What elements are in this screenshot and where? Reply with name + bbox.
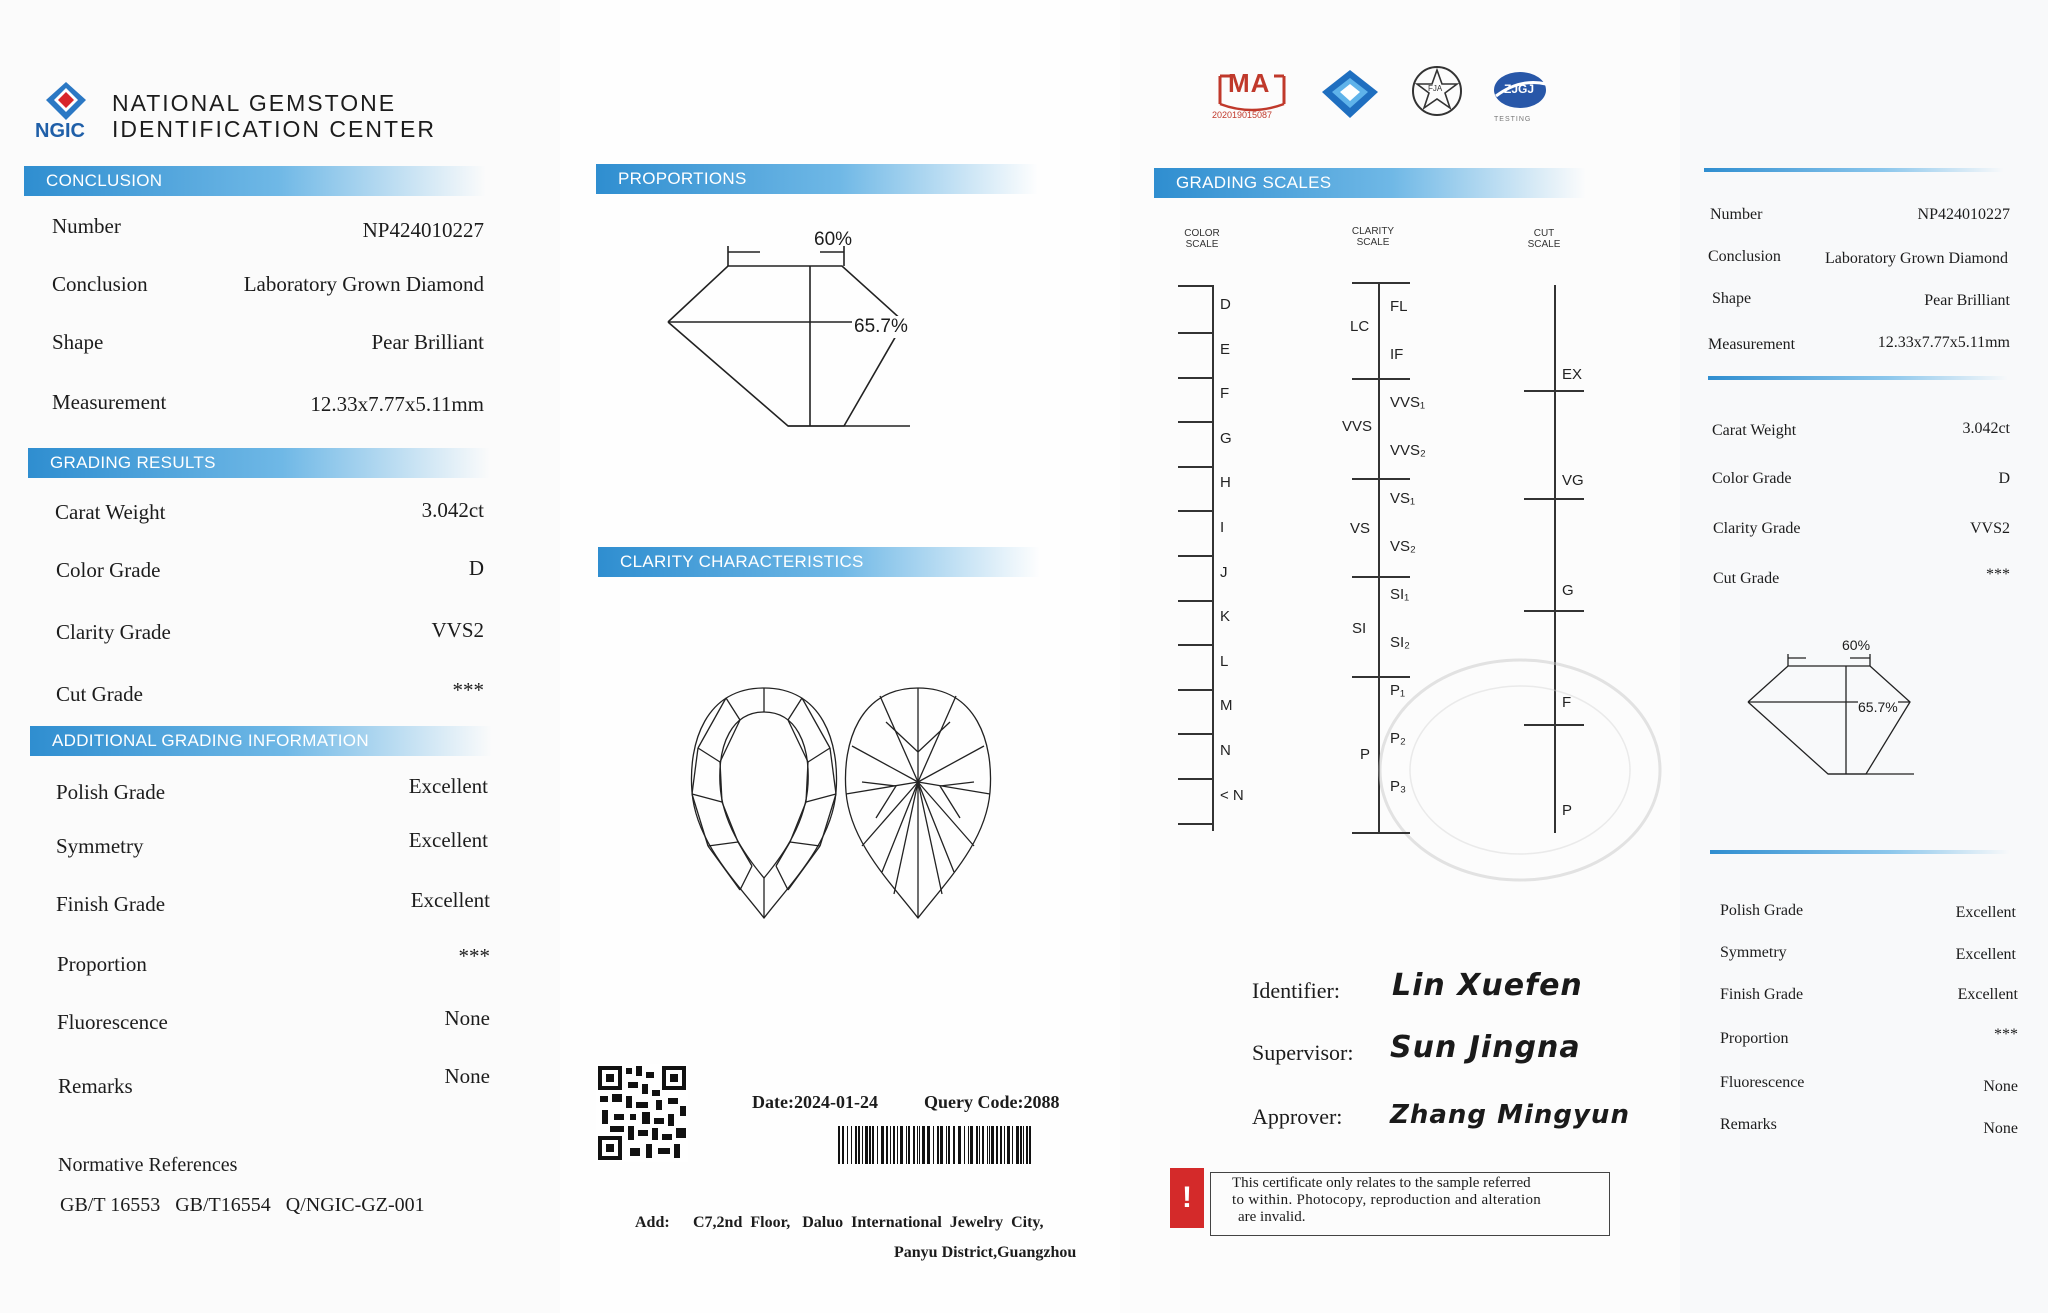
normative-refs: GB/T 16553 GB/T16554 Q/NGIC-GZ-001 (60, 1194, 425, 1216)
color-grade-mark: H (1220, 474, 1231, 492)
barcode-bar (927, 1126, 930, 1164)
barcode-bar (987, 1126, 988, 1164)
barcode-bar (855, 1126, 857, 1164)
summary-remarks-label: Remarks (1720, 1116, 1777, 1133)
barcode-bar (877, 1126, 878, 1164)
scale-tick (1178, 823, 1212, 825)
polish-grade-label: Polish Grade (56, 780, 166, 804)
summary-symmetry-label: Symmetry (1720, 944, 1787, 961)
grading-results-band: GRADING RESULTS (28, 448, 490, 478)
clarity-plot-diagram (686, 682, 996, 922)
barcode-bar (838, 1126, 840, 1164)
cma-text: MA (1228, 68, 1271, 98)
barcode-bar (900, 1126, 903, 1164)
barcode-bar (946, 1126, 947, 1164)
summary-proportions-diagram (1744, 642, 1944, 782)
scale-tick (1524, 498, 1584, 500)
clarity-grade-mark: P₁ (1390, 682, 1406, 699)
summary-color-label: Color Grade (1712, 470, 1792, 487)
barcode-bar (991, 1126, 994, 1164)
cut-grade-mark: P (1562, 802, 1573, 819)
notice-line3: are invalid. (1238, 1209, 1306, 1225)
address-label: Add: (635, 1214, 670, 1231)
barcode-bar (968, 1126, 969, 1164)
barcode-bar (847, 1126, 848, 1164)
number-label: Number (52, 214, 121, 238)
fluorescence-label: Fluorescence (57, 1010, 168, 1034)
symmetry-value: Excellent (408, 828, 488, 852)
scale-tick (1352, 478, 1410, 480)
color-grade-mark: G (1220, 429, 1232, 447)
scale-tick (1178, 377, 1212, 379)
shape-value: Pear Brilliant (371, 330, 484, 354)
barcode-bar (953, 1126, 955, 1164)
logo-text: NGIC (35, 120, 85, 142)
barcode-bar (893, 1126, 895, 1164)
barcode-bar (1020, 1126, 1022, 1164)
summary-carat-value: 3.042ct (1962, 420, 2010, 437)
supervisor-label: Supervisor: (1252, 1040, 1354, 1065)
barcode-bar (886, 1126, 888, 1164)
notice-line2: to within. Photocopy, reproduction and alteration (1232, 1192, 1542, 1208)
barcode-bar (976, 1126, 978, 1164)
color-grade-mark: N (1220, 742, 1231, 759)
color-grade-label: Color Grade (56, 558, 161, 582)
shape-label: Shape (52, 330, 104, 354)
barcode-bar (1023, 1126, 1024, 1164)
color-grade-mark: I (1220, 519, 1225, 536)
depth-percent: 65.7% (854, 316, 908, 337)
barcode-bar (872, 1126, 874, 1164)
number-value: NP424010227 (362, 218, 484, 242)
remarks-label: Remarks (58, 1074, 133, 1098)
proportions-diagram (660, 230, 1020, 440)
summary-polish-value: Excellent (1955, 904, 2016, 921)
clarity-grade-mark: IF (1390, 346, 1404, 363)
proportions-band: PROPORTIONS (596, 164, 1038, 194)
summary-rule-3 (1710, 850, 2010, 854)
fluorescence-value: None (444, 1006, 490, 1030)
barcode-bar (919, 1126, 920, 1164)
zjgj-text: ZJGJ (1504, 82, 1535, 96)
barcode-bar (1004, 1126, 1005, 1164)
summary-number-value: NP424010227 (1917, 206, 2010, 223)
stamp-watermark (1370, 650, 1670, 890)
scale-tick (1178, 733, 1212, 735)
query-code: Query Code:2088 (924, 1092, 1060, 1112)
conclusion-band: CONCLUSION (24, 166, 486, 196)
clarity-band: CLARITY CHARACTERISTICS (598, 547, 1040, 577)
summary-panel (1680, 0, 2048, 1313)
table-percent: 60% (814, 229, 853, 250)
barcode-icon (836, 1126, 1036, 1164)
barcode-bar (881, 1126, 884, 1164)
finish-grade-value: Excellent (410, 888, 490, 912)
scale-tick (1178, 600, 1212, 602)
color-grade-mark: L (1220, 652, 1229, 670)
notice-line1: This certificate only relates to the sample referred (1232, 1175, 1531, 1191)
summary-polish-label: Polish Grade (1720, 902, 1804, 919)
summary-finish-value: Excellent (1957, 986, 2018, 1003)
cut-grade-mark: G (1562, 582, 1574, 599)
clarity-grade-mark: FL (1390, 298, 1408, 315)
summary-clarity-value: VVS2 (1969, 520, 2010, 537)
clarity-group-vs: VS (1350, 520, 1371, 537)
date-text: Date:2024-01-24 (752, 1092, 878, 1112)
barcode-bar (869, 1126, 871, 1164)
color-grade-mark: F (1220, 385, 1230, 403)
barcode-bar (917, 1126, 918, 1164)
finish-grade-label: Finish Grade (56, 892, 166, 916)
barcode-bar (948, 1126, 950, 1164)
clarity-group-p: P (1360, 746, 1371, 763)
color-scale-title: COLOR SCALE (1184, 228, 1220, 250)
summary-fluorescence-label: Fluorescence (1720, 1074, 1805, 1091)
cut-grade-mark: EX (1562, 366, 1583, 383)
summary-shape-value: Pear Brilliant (1924, 292, 2010, 309)
color-grade-value: D (468, 556, 484, 580)
middle-right-panel (1120, 0, 1680, 1313)
barcode-bar (1016, 1126, 1019, 1164)
color-grade-mark: J (1220, 563, 1228, 581)
scale-tick (1178, 778, 1212, 780)
barcode-bar (996, 1126, 998, 1164)
scale-tick (1178, 555, 1212, 557)
barcode-bar (1029, 1126, 1031, 1164)
clarity-group-vvs: VVS (1342, 418, 1373, 435)
barcode-bar (865, 1126, 868, 1164)
clarity-grade-mark: VVS₂ (1390, 442, 1426, 459)
scale-tick (1352, 282, 1410, 284)
ngic-diamond-icon (1320, 68, 1380, 120)
cut-scale-title: CUT SCALE (1527, 228, 1561, 250)
barcode-bar (1000, 1126, 1002, 1164)
summary-rule-2 (1708, 376, 2008, 380)
address-line1: C7,2nd Floor, Daluo International Jewelry City, (693, 1214, 1044, 1231)
barcode-bar (1007, 1126, 1010, 1164)
summary-shape-label: Shape (1712, 290, 1752, 307)
barcode-bar (851, 1126, 852, 1164)
left-panel (0, 0, 560, 1313)
polish-grade-value: Excellent (408, 774, 488, 798)
scale-tick (1352, 576, 1410, 578)
summary-clarity-label: Clarity Grade (1713, 520, 1801, 537)
scale-tick (1178, 421, 1212, 423)
barcode-bar (862, 1126, 863, 1164)
barcode-bar (979, 1126, 980, 1164)
conclusion-label: Conclusion (52, 272, 148, 296)
barcode-bar (989, 1126, 990, 1164)
additional-info-band: ADDITIONAL GRADING INFORMATION (30, 726, 492, 756)
org-name-line2: IDENTIFICATION CENTER (112, 116, 436, 142)
grading-scales-band: GRADING SCALES (1154, 168, 1586, 198)
measurement-value: 12.33x7.77x5.11mm (310, 392, 484, 416)
scale-tick (1178, 466, 1212, 468)
color-grade-mark: M (1220, 697, 1233, 715)
cut-grade-mark: VG (1562, 472, 1584, 489)
clarity-grade-mark: VS₁ (1390, 490, 1416, 507)
clarity-grade-mark: SI₁ (1390, 586, 1410, 603)
color-grade-mark: E (1220, 340, 1231, 358)
cut-grade-mark: F (1562, 694, 1572, 711)
color-grade-mark: D (1220, 296, 1231, 313)
proportion-value: *** (458, 944, 490, 968)
identifier-signature: Lin Xuefen (1392, 968, 1583, 1003)
proportion-label: Proportion (57, 952, 147, 976)
barcode-bar (858, 1126, 860, 1164)
summary-fluorescence-value: None (1983, 1078, 2018, 1095)
clarity-scale-title: CLARITY SCALE (1351, 226, 1395, 248)
cma-number: 202019015087 (1212, 110, 1273, 120)
approver-label: Approver: (1252, 1104, 1343, 1129)
qr-code-icon (596, 1064, 688, 1162)
barcode-bar (958, 1126, 961, 1164)
barcode-bar (982, 1126, 984, 1164)
summary-table-percent: 60% (1842, 637, 1871, 653)
summary-measurement-value: 12.33x7.77x5.11mm (1877, 334, 2010, 351)
barcode-bar (937, 1126, 939, 1164)
clarity-grade-mark: VS₂ (1390, 538, 1416, 555)
supervisor-signature: Sun Jingna (1390, 1030, 1581, 1065)
clarity-grade-mark: SI₂ (1390, 634, 1410, 651)
summary-measurement-label: Measurement (1708, 336, 1796, 353)
remarks-value: None (444, 1064, 490, 1088)
clarity-grade-mark: VVS₁ (1390, 394, 1426, 411)
color-grade-mark: K (1220, 608, 1231, 626)
summary-number-label: Number (1710, 206, 1763, 223)
barcode-bar (922, 1126, 925, 1164)
summary-remarks-value: None (1983, 1120, 2018, 1137)
identifier-label: Identifier: (1252, 978, 1340, 1003)
scale-tick (1524, 724, 1584, 726)
measurement-label: Measurement (52, 390, 167, 414)
barcode-bar (940, 1126, 943, 1164)
summary-depth-percent: 65.7% (1858, 699, 1898, 715)
carat-weight-value: 3.042ct (421, 498, 484, 522)
scale-tick (1352, 832, 1410, 834)
summary-carat-label: Carat Weight (1712, 422, 1797, 439)
clarity-grade-mark: P₃ (1390, 778, 1407, 795)
cut-grade-value: *** (452, 678, 484, 702)
color-grade-mark: < N (1220, 786, 1244, 804)
color-scale-axis (1212, 285, 1214, 831)
barcode-bar (913, 1126, 915, 1164)
scale-tick (1178, 332, 1212, 334)
barcode-bar (1026, 1126, 1028, 1164)
scale-tick (1178, 285, 1212, 287)
summary-cut-label: Cut Grade (1713, 570, 1780, 587)
clarity-grade-value: VVS2 (431, 618, 484, 642)
summary-conclusion-label: Conclusion (1708, 248, 1781, 265)
barcode-bar (897, 1126, 898, 1164)
middle-left-panel (560, 0, 1120, 1313)
barcode-bar (970, 1126, 973, 1164)
normative-title: Normative References (58, 1154, 238, 1176)
cut-grade-label: Cut Grade (56, 682, 143, 706)
clarity-grade-mark: P₂ (1390, 730, 1406, 747)
warning-icon: ! (1170, 1168, 1204, 1228)
scale-tick (1352, 378, 1410, 380)
org-name-line1: NATIONAL GEMSTONE (112, 90, 397, 116)
testing-text: TESTING (1494, 116, 1532, 123)
summary-finish-label: Finish Grade (1720, 986, 1804, 1003)
barcode-bar (908, 1126, 910, 1164)
scale-tick (1178, 689, 1212, 691)
ngic-logo-icon (44, 80, 88, 122)
summary-proportion-label: Proportion (1720, 1030, 1789, 1047)
scale-tick (1178, 510, 1212, 512)
barcode-bar (1012, 1126, 1013, 1164)
conclusion-value: Laboratory Grown Diamond (243, 272, 484, 296)
summary-proportion-value: *** (1994, 1026, 2018, 1043)
clarity-grade-label: Clarity Grade (56, 620, 171, 644)
summary-rule-1 (1704, 168, 2004, 172)
summary-color-value: D (1998, 470, 2010, 487)
clarity-group-lc: LC (1350, 318, 1370, 335)
barcode-bar (890, 1126, 891, 1164)
clarity-group-si: SI (1352, 620, 1367, 637)
barcode-bar (906, 1126, 907, 1164)
fja-text: FJA (1428, 84, 1443, 93)
summary-symmetry-value: Excellent (1955, 946, 2016, 963)
scale-tick (1352, 676, 1410, 678)
summary-conclusion-value: Laboratory Grown Diamond (1824, 250, 2008, 267)
scale-tick (1178, 644, 1212, 646)
approver-signature: Zhang Mingyun (1390, 1100, 1630, 1130)
scale-tick (1524, 390, 1584, 392)
barcode-bar (842, 1126, 844, 1164)
address-line2: Panyu District,Guangzhou (894, 1244, 1077, 1261)
symmetry-label: Symmetry (56, 834, 144, 858)
barcode-bar (933, 1126, 934, 1164)
carat-weight-label: Carat Weight (55, 500, 166, 524)
barcode-bar (964, 1126, 965, 1164)
scale-tick (1524, 610, 1584, 612)
summary-cut-value: *** (1986, 566, 2010, 583)
